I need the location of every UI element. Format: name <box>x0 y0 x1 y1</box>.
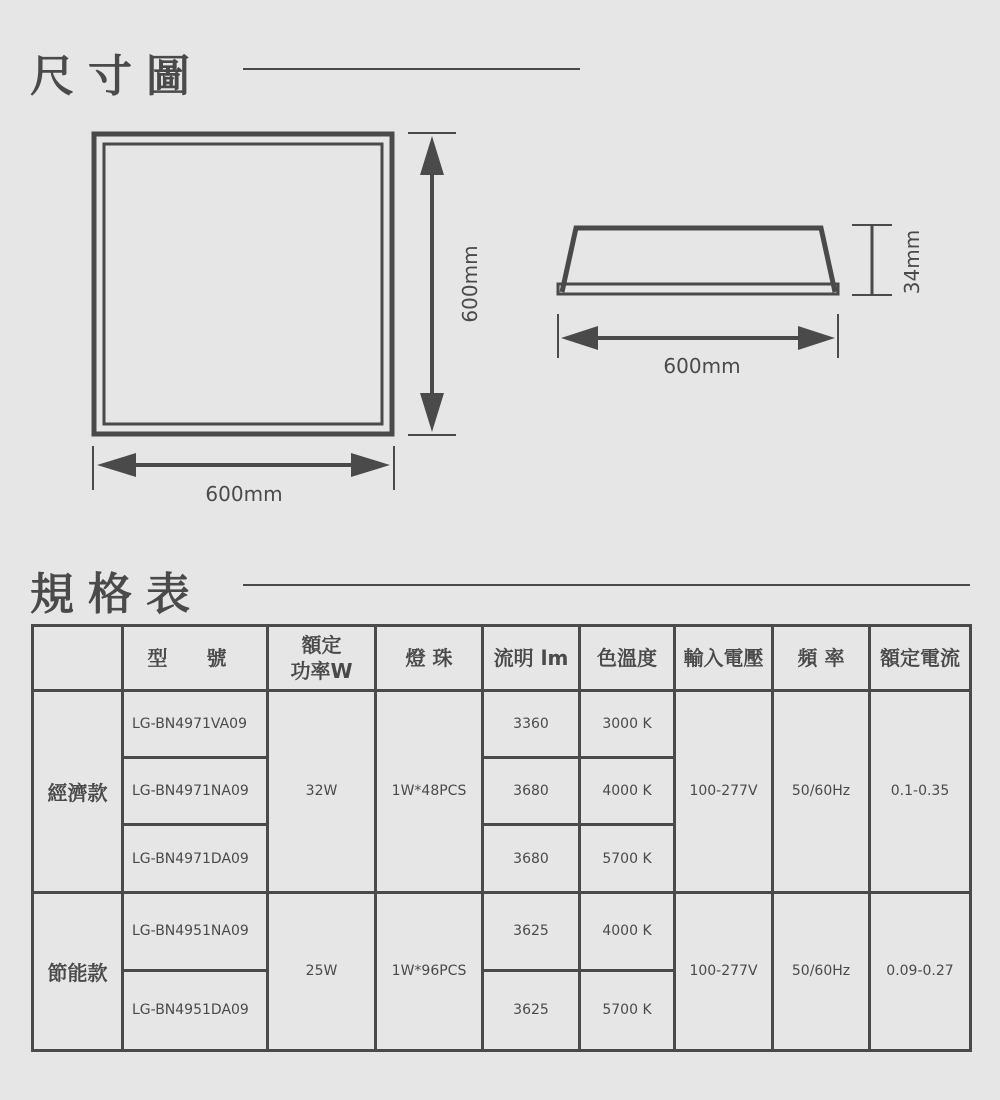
lumen-cell: 3680 <box>483 825 580 892</box>
arrow-down-icon <box>420 393 444 432</box>
voltage-cell: 100-277V <box>675 691 773 892</box>
cct-cell: 4000 K <box>580 892 675 970</box>
header-empty <box>33 626 123 691</box>
panel-front-outer <box>94 134 392 434</box>
arrow-right-icon <box>798 326 835 350</box>
power-cell: 32W <box>268 691 376 892</box>
front-height-label: 600mm <box>458 245 482 323</box>
lumen-cell: 3360 <box>483 691 580 758</box>
table-row <box>33 892 971 970</box>
header-led: 燈 珠 <box>376 626 483 691</box>
arrow-right-icon <box>351 453 390 477</box>
current-cell: 0.1-0.35 <box>870 691 971 892</box>
lumen-cell: 3625 <box>483 970 580 1050</box>
model-cell: LG-BN4951DA09 <box>123 970 268 1050</box>
table-row <box>33 691 971 758</box>
spec-title: 規格表 <box>30 569 204 620</box>
arrow-left-icon <box>561 326 598 350</box>
lumen-cell: 3625 <box>483 892 580 970</box>
spec-table <box>31 624 972 1052</box>
side-width-label: 600mm <box>663 354 741 378</box>
header-power-line1: 額定 <box>301 633 342 658</box>
table-header-row <box>33 626 971 691</box>
current-cell: 0.09-0.27 <box>870 892 971 1050</box>
cct-cell: 5700 K <box>580 970 675 1050</box>
header-power-line2: 功率W <box>290 659 353 684</box>
arrow-up-icon <box>420 136 444 175</box>
header-power <box>268 626 376 691</box>
header-model <box>123 626 268 691</box>
model-cell: LG-BN4971NA09 <box>123 758 268 825</box>
arrow-left-icon <box>97 453 136 477</box>
frequency-cell: 50/60Hz <box>773 892 870 1050</box>
panel-front-inner <box>104 144 382 424</box>
header-model-label: 型 號 <box>147 646 243 671</box>
header-lumen: 流明 lm <box>483 626 580 691</box>
model-cell: LG-BN4971DA09 <box>123 825 268 892</box>
cct-cell: 5700 K <box>580 825 675 892</box>
panel-side-body <box>562 228 835 292</box>
lumen-cell: 3680 <box>483 758 580 825</box>
spec-title-rule <box>243 584 970 586</box>
header-current: 額定電流 <box>870 626 971 691</box>
power-cell: 25W <box>268 892 376 1050</box>
led-cell: 1W*48PCS <box>376 691 483 892</box>
header-voltage: 輸入電壓 <box>675 626 773 691</box>
model-cell: LG-BN4951NA09 <box>123 892 268 970</box>
front-width-label: 600mm <box>205 482 283 506</box>
voltage-cell: 100-277V <box>675 892 773 1050</box>
dimension-title: 尺寸圖 <box>30 51 204 102</box>
frequency-cell: 50/60Hz <box>773 691 870 892</box>
panel-side-base <box>558 284 838 294</box>
group-name-energy-saving: 節能款 <box>33 892 123 1050</box>
side-height-label: 34mm <box>900 229 924 295</box>
model-cell: LG-BN4971VA09 <box>123 691 268 758</box>
header-frequency: 頻 率 <box>773 626 870 691</box>
cct-cell: 4000 K <box>580 758 675 825</box>
group-name-economy: 經濟款 <box>33 691 123 892</box>
cct-cell: 3000 K <box>580 691 675 758</box>
header-cct: 色溫度 <box>580 626 675 691</box>
led-cell: 1W*96PCS <box>376 892 483 1050</box>
